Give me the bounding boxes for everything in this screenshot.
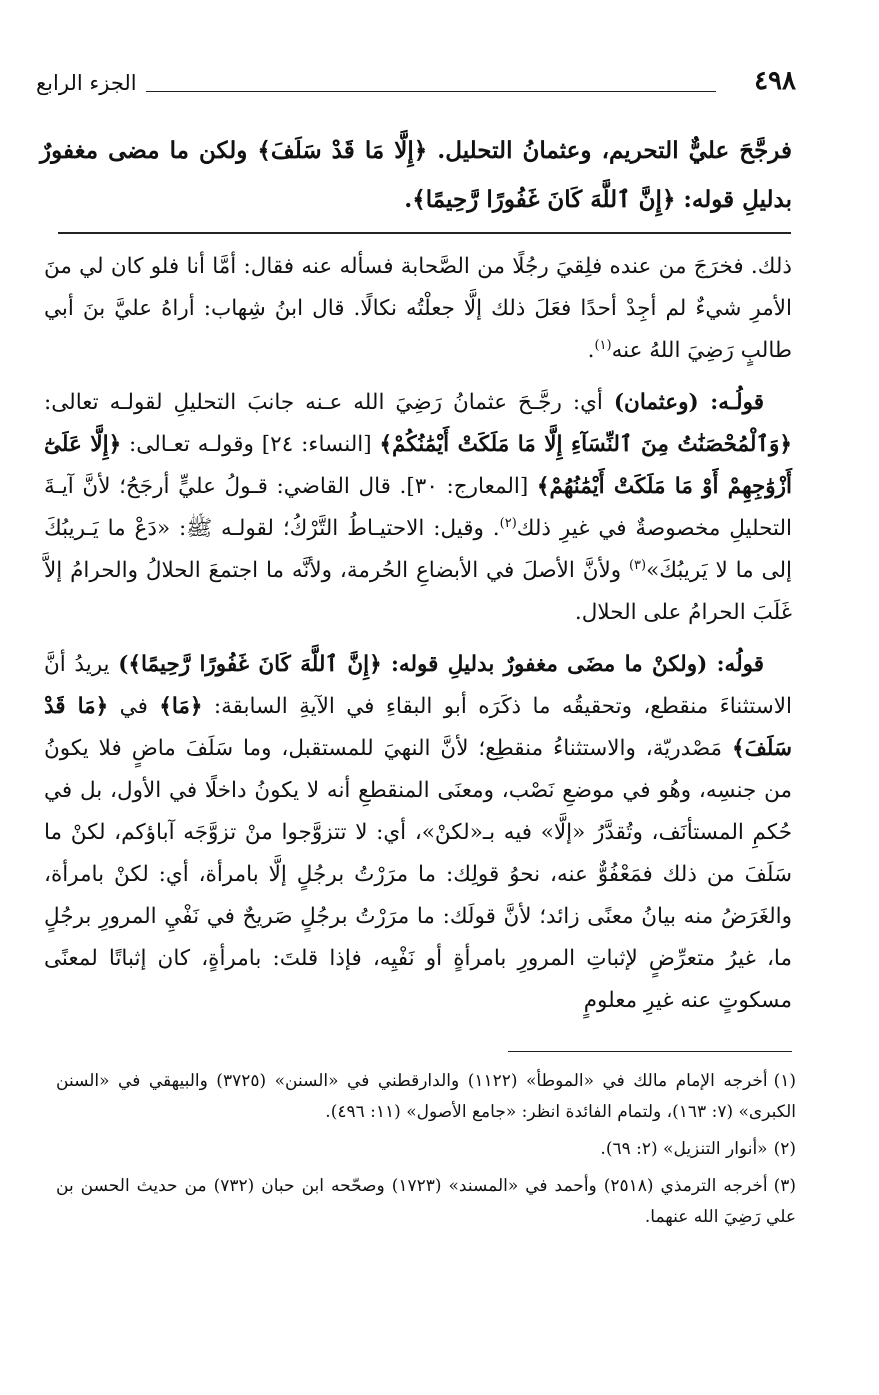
quran-quote: ﴿إِنَّ ٱللَّهَ كَانَ غَفُورًا رَّحِيمًا﴾ (128, 652, 382, 677)
paragraph-text: في (108, 694, 160, 719)
footnote-number: (٣) (773, 1176, 796, 1196)
paragraph-text: [المعارج: ٣٠]. قال القاضي: قـولُ عليٍّ أرجَحُ؛ لأنَّ آيـةَ التحليلِ مخصوصةٌ في غيرِ ذلك (44, 474, 792, 541)
commentary-paragraph-1 (44, 246, 792, 372)
quran-quote: ﴿إِلَّا عَلَىٰٓ أَزْوَٰجِهِمْ أَوْ مَا مَلَكَتْ أَيْمَٰنُهُمْ﴾ (44, 432, 793, 499)
matn-text: فرجَّحَ عليٌّ التحريم، وعثمانُ التحليل. ﴿إِلَّا مَا قَدْ سَلَفَ﴾ ولكن ما مضى مغفورٌ بدليلِ قوله: ﴿إِنَّ ٱللَّهَ كَانَ غَفُورًا رَّحِيمًا﴾. (40, 137, 792, 213)
footnote-text: أخرجه الإمام مالك في «الموطأ» (١١٢٢) والدارقطني في «السنن» (٣٧٢٥) والبيهقي في «السنن الكبرى» (٧: ١٦٣)، ولتمام الفائدة انظر: «جامع الأصول» (١١: ٤٩٦). (56, 1071, 796, 1122)
footnote-number: (٢) (773, 1139, 796, 1159)
footnote-1 (56, 1066, 796, 1128)
quran-quote: ﴿مَا قَدْ سَلَفَ﴾ (44, 694, 792, 761)
paragraph-text: [النساء: ٢٤] وقولـه تعـالى: (121, 432, 380, 457)
quran-quote: ﴿وَٱلْمُحْصَنَٰتُ مِنَ ٱلنِّسَآءِ إِلَّا مَا مَلَكَتْ أَيْمَٰنُكُمْ﴾ (379, 432, 793, 457)
lemma-lead: قولُـه: (وعثمان) (613, 390, 764, 415)
footnote-separator (508, 1051, 792, 1052)
paragraph-text: مَصْدريّة، والاستثناءُ منقطِع؛ لأنَّ النهيَ للمستقبل، وما سَلَفَ ماضٍ فلا يكونُ من جنسِه، وهُو في موضعِ نَصْب، ومعنَى المنقطعِ أنه لا يكونُ داخلًا في الأول، بل في حُكمِ المستأنَف، وتُقدَّرُ «إلَّا» فيه بـ«لكنْ»، أي: لا تتزوَّجوا منْ تزوَّجَه آباؤكم، لكنْ ما سَلَفَ من ذلك فمَعْفُوٌّ عنه، نحوُ قولِك: ما مرَرْتُ برجُلٍ إلَّا بامرأة، أي: لكنْ بامرأة، والغَرَضُ منه بيانُ معنًى زائد؛ لأنَّ قولَك: ما مرَرْتُ برجُلٍ صَريحٌ في نَفْيِ المرورِ برجُلٍ ما، غيرُ متعرِّضٍ لإثباتِ المرورِ بامرأةٍ أو نَفْيِه، فإذا قلتَ: بامرأةٍ، كان إثباتًا لمعنًى مسكوتٍ عنه غيرِ معلومٍ (44, 736, 792, 1013)
paragraph-end: . (587, 338, 595, 363)
paragraph-text: ذلك. فخرَجَ من عنده فلِقيَ رجُلًا من الصَّحابة فسأله عنه فقال: أمَّا أنا فلو كان لي منَ الأمرِ شيءٌ لم أجِدْ أحدًا فعَلَ ذلك إلَّا جعلْتُه نكالًا. قال ابنُ شِهاب: أراهُ عليَّ بنَ أبي طالبٍ رَضِيَ اللهُ عنه (44, 254, 792, 363)
footnote-text: أخرجه الترمذي (٢٥١٨) وأحمد في «المسند» (١٧٢٣) وصحّحه ابن حبان (٧٣٢) من حديث الحسن بن علي رَضِيَ الله عنهما. (56, 1176, 796, 1227)
paragraph-text: . وقيل: الاحتيـاطُ التَّرْكُ؛ لقولـه ﷺ: «دَعْ ما يَـريبُكَ إلى ما لا يَريبُكَ» (44, 516, 792, 583)
footnotes (56, 1066, 796, 1239)
commentary (44, 246, 792, 1032)
paragraph-text: يريدُ أنَّ الاستثناءَ منقطع، وتحقيقُه ما ذكَرَه أبو البقاءِ في الآيةِ السابقة: (44, 652, 792, 719)
page-number: ٤٩٨ (754, 66, 796, 96)
footnote-number: (١) (773, 1071, 796, 1091)
paragraph-text: أي: رجَّـحَ عثمانُ رَضِيَ الله عـنه جانبَ التحليلِ لقولـه تعالى: (44, 390, 614, 415)
paragraph-text: ولأنَّ الأصلَ في الأبضاعِ الحُرمة، ولأنَّه ما اجتمعَ الحلالُ والحرامُ إلاَّ غَلَبَ الحرامُ على الحلال. (44, 558, 792, 625)
running-header (36, 66, 796, 102)
commentary-paragraph-3 (44, 644, 792, 1022)
footnote-3 (56, 1171, 796, 1233)
footnote-ref-3[interactable]: (٣) (628, 557, 647, 573)
footnote-ref-2[interactable]: (٢) (499, 515, 517, 531)
header-rule (146, 91, 716, 92)
lemma-lead: قولُه: (ولكنْ ما مضَى مغفورٌ بدليلِ قوله: (381, 652, 764, 677)
footnote-text: «أنوار التنزيل» (٢: ٦٩). (600, 1139, 768, 1159)
footnote-ref-1[interactable]: (١) (594, 337, 612, 353)
commentary-paragraph-2 (44, 382, 792, 634)
matn-separator (58, 232, 791, 234)
quran-quote: ﴿مَا﴾ (159, 694, 203, 719)
lemma-lead-end: ) (118, 652, 129, 677)
part-title: الجزء الرابع (36, 71, 137, 95)
footnote-2 (56, 1134, 796, 1165)
